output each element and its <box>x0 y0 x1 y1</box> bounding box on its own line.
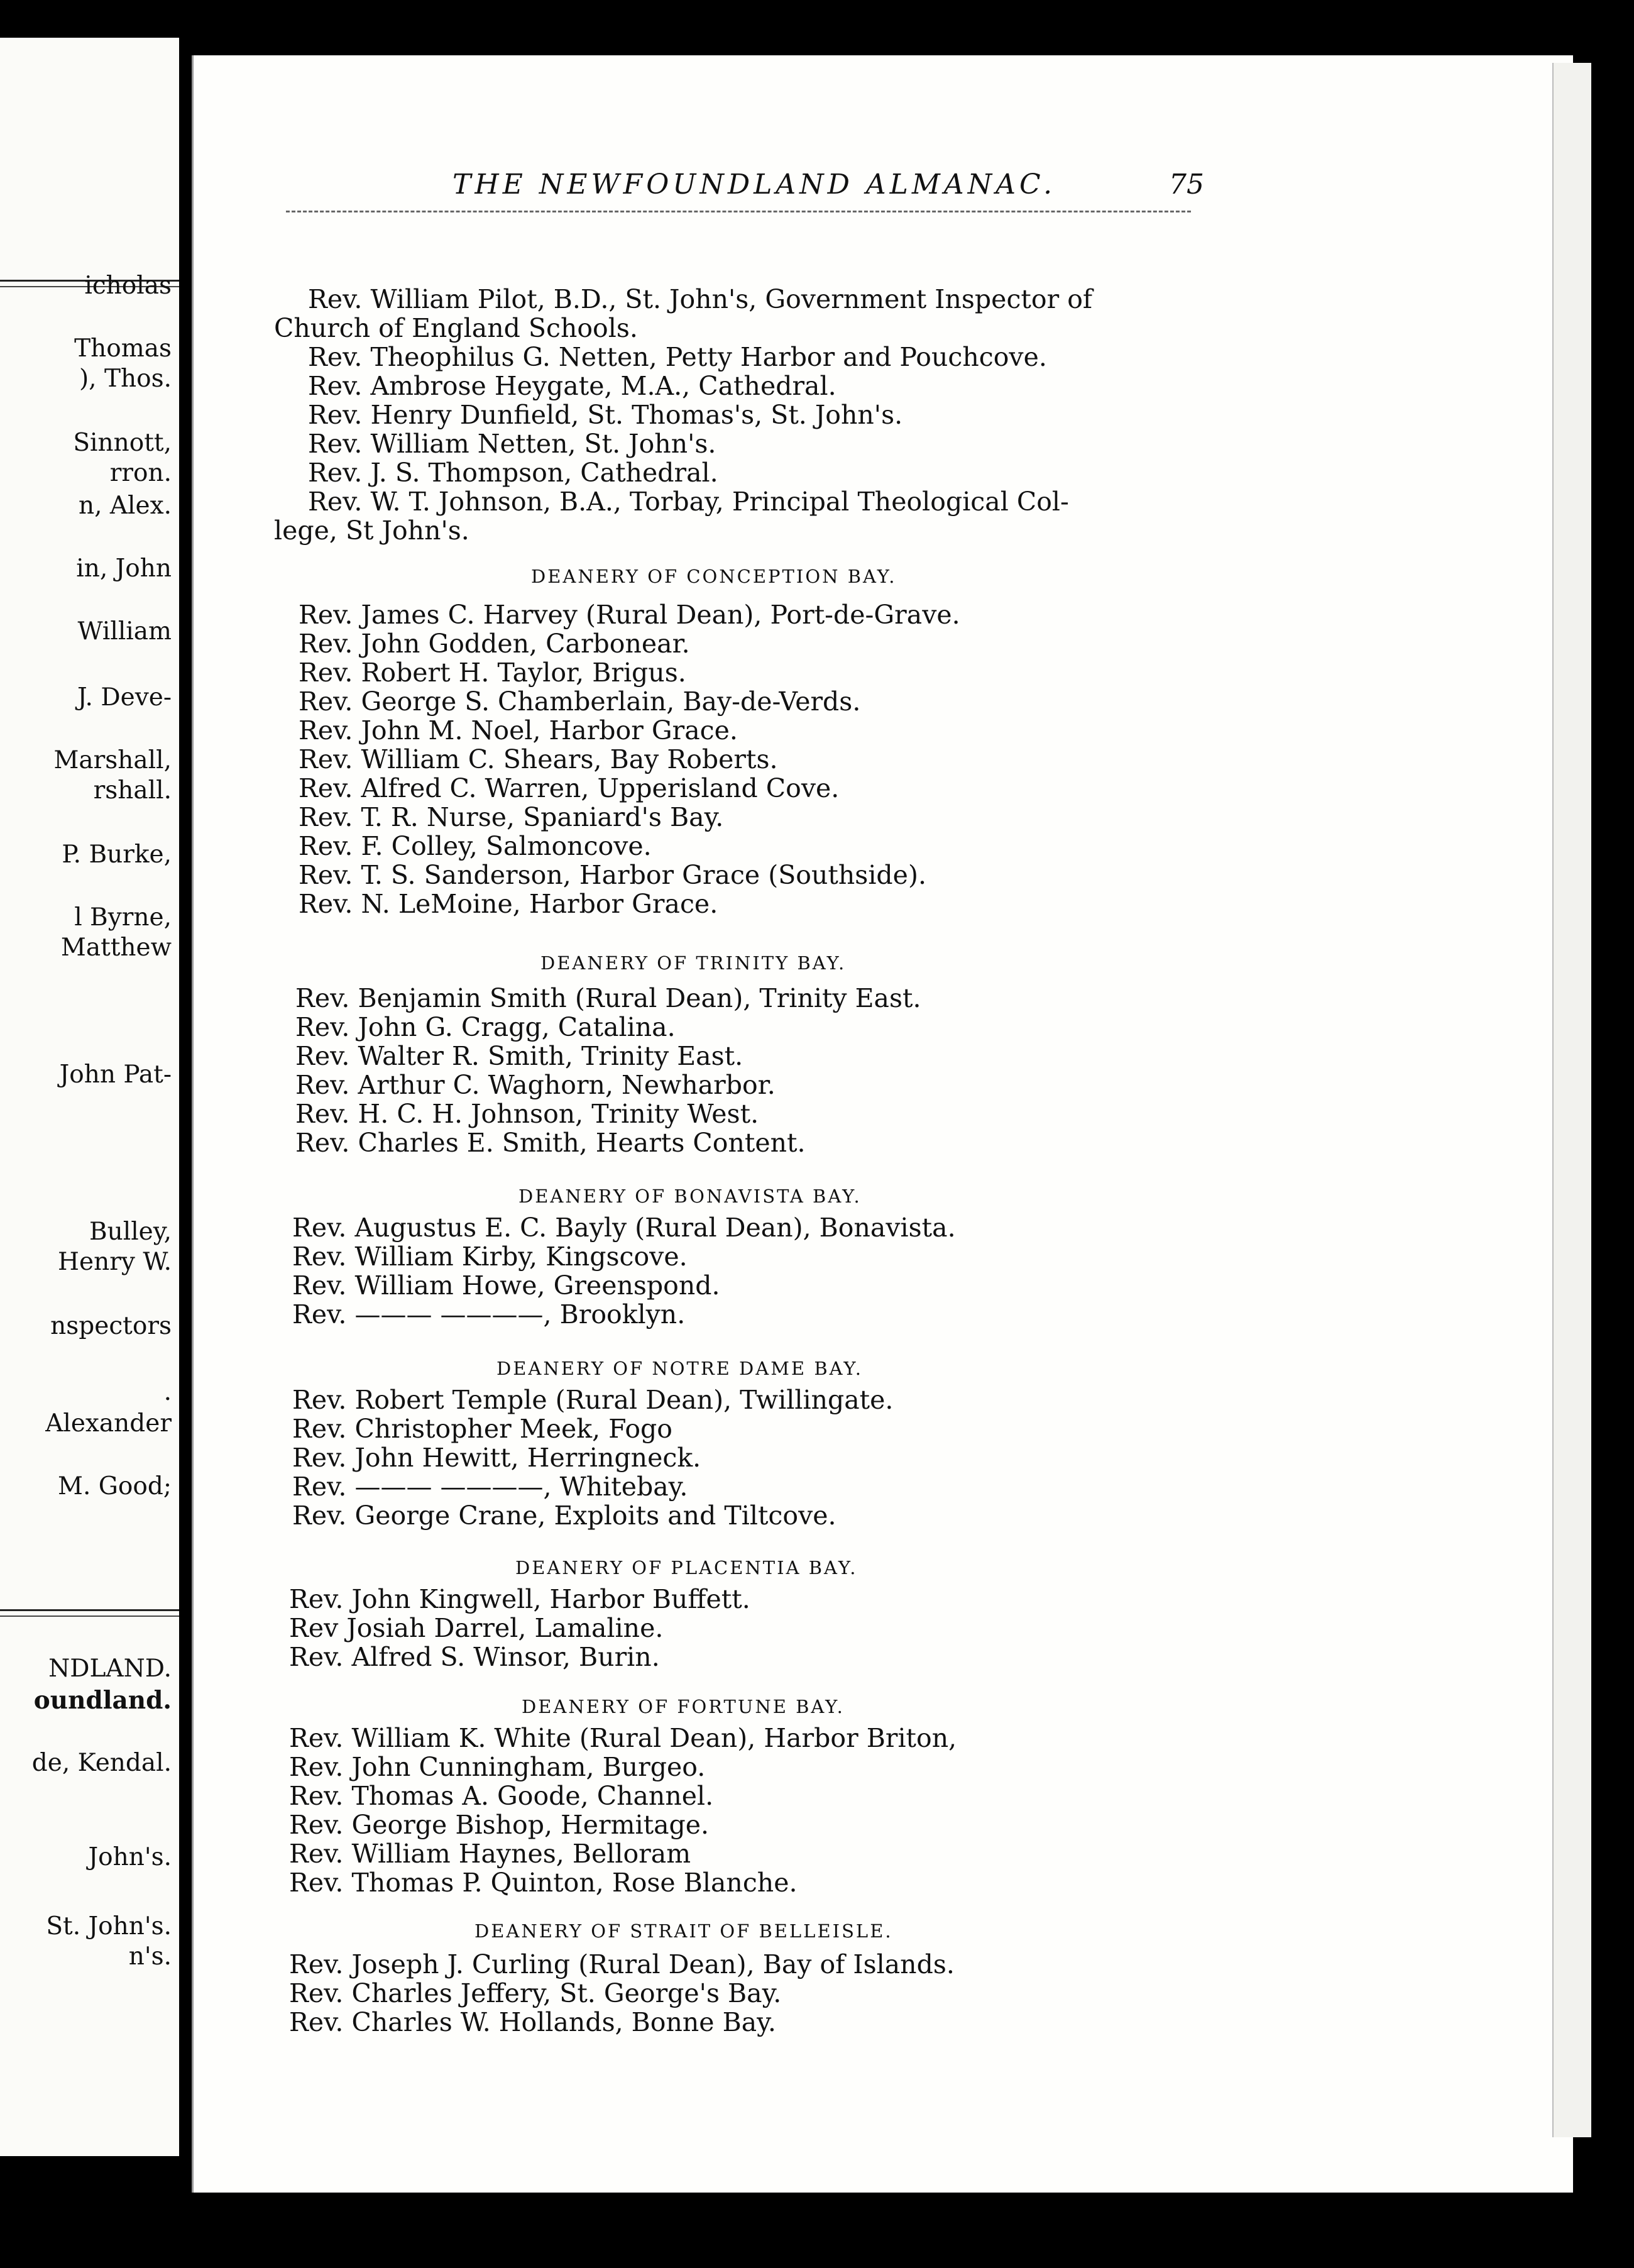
clergy-entry: Rev. John Kingwell, Harbor Buffett. <box>289 1584 750 1614</box>
left-fragment: l Byrne, <box>74 903 172 932</box>
clergy-entry: Rev. Christopher Meek, Fogo <box>292 1414 672 1444</box>
header-rule <box>286 211 1191 212</box>
left-fragment: in, John <box>76 554 172 583</box>
clergy-entry: Rev. Benjamin Smith (Rural Dean), Trinity East. <box>295 983 921 1013</box>
clergy-entry: Rev. Charles W. Hollands, Bonne Bay. <box>289 2007 776 2037</box>
clergy-entry: Rev. Alfred C. Warren, Upperisland Cove. <box>299 773 840 803</box>
left-fragment: n, Alex. <box>78 492 172 520</box>
clergy-entry: Rev. Alfred S. Winsor, Burin. <box>289 1642 660 1672</box>
left-fragment: oundland. <box>33 1686 172 1715</box>
clergy-entry: Rev. John M. Noel, Harbor Grace. <box>299 715 738 746</box>
clergy-entry: Rev. Robert H. Taylor, Brigus. <box>299 658 686 688</box>
left-fragment: de, Kendal. <box>31 1749 172 1777</box>
clergy-entry: Rev. ——— ————, Whitebay. <box>292 1472 688 1502</box>
clergy-entry: Rev. George Crane, Exploits and Tiltcove. <box>292 1500 836 1531</box>
clergy-entry: Rev. William C. Shears, Bay Roberts. <box>299 744 778 774</box>
clergy-entry: Rev. Joseph J. Curling (Rural Dean), Bay of Islands. <box>289 1949 955 1979</box>
left-fragment: Matthew <box>60 933 172 962</box>
clergy-entry: Rev. T. S. Sanderson, Harbor Grace (Southside). <box>299 860 926 890</box>
left-fragment: M. Good; <box>58 1472 172 1500</box>
clergy-entry: Rev. William Kirby, Kingscove. <box>292 1241 688 1272</box>
clergy-entry: Rev. John Cunningham, Burgeo. <box>289 1752 706 1782</box>
page-number: 75 <box>1169 168 1204 201</box>
left-fragment: J. Deve- <box>77 683 172 712</box>
deanery-heading: DEANERY OF PLACENTIA BAY. <box>515 1557 858 1578</box>
deanery-heading: DEANERY OF CONCEPTION BAY. <box>531 566 897 587</box>
left-double-rule-bottom <box>0 1609 179 1611</box>
left-fragment: John Pat- <box>59 1060 172 1089</box>
deanery-heading: DEANERY OF NOTRE DAME BAY. <box>496 1358 864 1379</box>
clergy-entry: Rev. Charles Jeffery, St. George's Bay. <box>289 1978 782 2008</box>
clergy-entry: Rev. J. S. Thompson, Cathedral. <box>308 458 718 488</box>
left-fragment: . <box>163 1378 172 1406</box>
clergy-entry: Rev. Thomas A. Goode, Channel. <box>289 1781 714 1811</box>
left-fragment: rshall. <box>93 776 172 805</box>
left-fragment: n's. <box>128 1942 172 1971</box>
left-fragment: icholas <box>84 272 172 300</box>
left-fragment: NDLAND. <box>48 1654 172 1683</box>
clergy-entry: lege, St John's. <box>274 515 469 546</box>
left-fragment: nspectors <box>50 1312 172 1340</box>
left-fragment: St. John's. <box>46 1912 172 1940</box>
clergy-entry: Rev. George S. Chamberlain, Bay-de-Verds. <box>299 686 861 717</box>
left-fragment: Sinnott, <box>73 429 172 457</box>
clergy-entry: Rev Josiah Darrel, Lamaline. <box>289 1613 664 1643</box>
clergy-entry: Rev. Ambrose Heygate, M.A., Cathedral. <box>308 371 836 401</box>
clergy-entry: Rev. Walter R. Smith, Trinity East. <box>295 1041 743 1071</box>
clergy-entry: Rev. John G. Cragg, Catalina. <box>295 1012 676 1042</box>
left-fragment: P. Burke, <box>62 840 172 869</box>
clergy-entry: Rev. Augustus E. C. Bayly (Rural Dean), Bonavista. <box>292 1213 956 1243</box>
left-fragment: Thomas <box>74 334 172 363</box>
clergy-entry: Rev. Arthur C. Waghorn, Newharbor. <box>295 1070 776 1100</box>
clergy-entry: Rev. William Howe, Greenspond. <box>292 1270 720 1301</box>
clergy-entry: Rev. Henry Dunfield, St. Thomas's, St. John's. <box>308 400 903 430</box>
clergy-entry: Rev. Thomas P. Quinton, Rose Blanche. <box>289 1868 798 1898</box>
clergy-entry: Rev. T. R. Nurse, Spaniard's Bay. <box>299 802 724 832</box>
left-fragment: Bulley, <box>89 1218 172 1246</box>
clergy-entry: Rev. H. C. H. Johnson, Trinity West. <box>295 1099 759 1129</box>
clergy-entry: Rev. William Pilot, B.D., St. John's, Government Inspector of <box>308 284 1093 314</box>
left-page-fragment <box>0 38 179 2156</box>
clergy-entry: Rev. William Haynes, Belloram <box>289 1839 691 1869</box>
left-fragment: Henry W. <box>58 1248 172 1276</box>
left-fragment: rron. <box>109 459 172 487</box>
deanery-heading: DEANERY OF BONAVISTA BAY. <box>518 1186 862 1207</box>
deanery-heading: DEANERY OF TRINITY BAY. <box>540 952 847 974</box>
deanery-heading: DEANERY OF STRAIT OF BELLEISLE. <box>474 1920 893 1942</box>
clergy-entry: Rev. N. LeMoine, Harbor Grace. <box>299 889 718 919</box>
clergy-entry: Rev. William K. White (Rural Dean), Harbor Briton, <box>289 1723 957 1753</box>
clergy-entry: Rev. F. Colley, Salmoncove. <box>299 831 652 861</box>
clergy-entry: Rev. James C. Harvey (Rural Dean), Port-de-Grave. <box>299 600 960 630</box>
running-head <box>264 168 1207 206</box>
left-double-rule-bottom-inner <box>0 1616 179 1617</box>
left-fragment: Marshall, <box>53 746 172 774</box>
clergy-entry: Rev. George Bishop, Hermitage. <box>289 1810 710 1840</box>
clergy-entry: Rev. Charles E. Smith, Hearts Content. <box>295 1128 806 1158</box>
clergy-entry: Rev. Robert Temple (Rural Dean), Twillingate. <box>292 1385 894 1415</box>
clergy-entry: Church of England Schools. <box>274 313 638 343</box>
deanery-heading: DEANERY OF FORTUNE BAY. <box>522 1696 845 1717</box>
running-title: THE NEWFOUNDLAND ALMANAC. <box>452 168 1056 201</box>
left-fragment: John's. <box>88 1843 172 1871</box>
clergy-entry: Rev. ——— ————, Brooklyn. <box>292 1299 686 1329</box>
clergy-entry: Rev. Theophilus G. Netten, Petty Harbor and Pouchcove. <box>308 342 1047 372</box>
clergy-entry: Rev. William Netten, St. John's. <box>308 429 716 459</box>
left-fragment: ), Thos. <box>79 365 172 393</box>
clergy-entry: Rev. John Hewitt, Herringneck. <box>292 1443 701 1473</box>
left-fragment: Alexander <box>45 1409 172 1438</box>
page-edge <box>1552 63 1591 2137</box>
clergy-entry: Rev. W. T. Johnson, B.A., Torbay, Principal Theological Col- <box>308 487 1069 517</box>
left-fragment: William <box>77 617 172 646</box>
clergy-entry: Rev. John Godden, Carbonear. <box>299 629 690 659</box>
